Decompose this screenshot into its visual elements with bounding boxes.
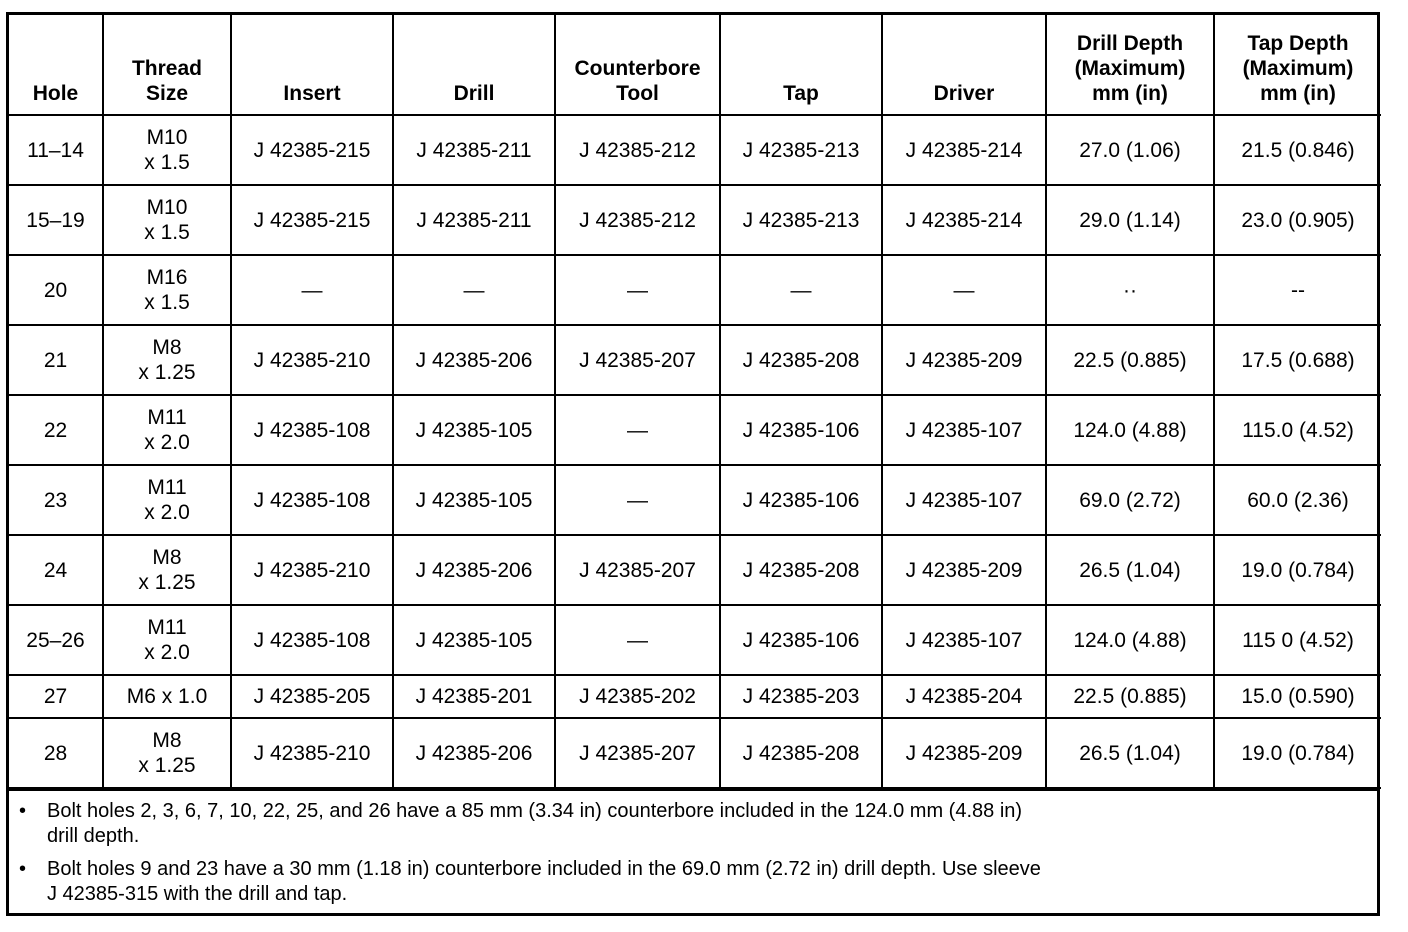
cell-insert: J 42385-215 xyxy=(231,115,393,185)
cell-thread-size: M10 x 1.5 xyxy=(103,185,231,255)
cell-insert: J 42385-205 xyxy=(231,675,393,718)
header-tap-depth: Tap Depth (Maximum) mm (in) xyxy=(1214,15,1381,115)
cell-drill-depth: 27.0 (1.06) xyxy=(1046,115,1214,185)
cell-insert: J 42385-108 xyxy=(231,395,393,465)
cell-driver: J 42385-107 xyxy=(882,605,1046,675)
cell-tap-depth: 21.5 (0.846) xyxy=(1214,115,1381,185)
cell-driver: J 42385-107 xyxy=(882,465,1046,535)
header-counterbore-tool: Counterbore Tool xyxy=(555,15,720,115)
header-driver: Driver xyxy=(882,15,1046,115)
cell-insert: J 42385-108 xyxy=(231,605,393,675)
table-row xyxy=(9,395,1381,465)
cell-drill-depth: 69.0 (2.72) xyxy=(1046,465,1214,535)
cell-drill: J 42385-206 xyxy=(393,535,555,605)
cell-drill: J 42385-105 xyxy=(393,605,555,675)
cell-hole: 11–14 xyxy=(9,115,103,185)
table-row xyxy=(9,605,1381,675)
cell-insert: J 42385-215 xyxy=(231,185,393,255)
cell-tap-depth: -- xyxy=(1214,255,1381,325)
cell-drill: — xyxy=(393,255,555,325)
cell-tap: J 42385-203 xyxy=(720,675,882,718)
cell-thread-size: M8 x 1.25 xyxy=(103,535,231,605)
cell-driver: J 42385-214 xyxy=(882,185,1046,255)
cell-drill-depth: 26.5 (1.04) xyxy=(1046,718,1214,788)
table-row xyxy=(9,535,1381,605)
cell-thread-size: M11 x 2.0 xyxy=(103,605,231,675)
cell-tap-depth: 115.0 (4.52) xyxy=(1214,395,1381,465)
cell-driver: J 42385-204 xyxy=(882,675,1046,718)
cell-hole: 21 xyxy=(9,325,103,395)
cell-tap: J 42385-208 xyxy=(720,718,882,788)
cell-driver: J 42385-107 xyxy=(882,395,1046,465)
cell-hole: 28 xyxy=(9,718,103,788)
cell-tap: J 42385-213 xyxy=(720,115,882,185)
cell-driver: — xyxy=(882,255,1046,325)
cell-tap: J 42385-106 xyxy=(720,465,882,535)
cell-hole: 24 xyxy=(9,535,103,605)
cell-tap: J 42385-106 xyxy=(720,395,882,465)
cell-thread-size: M11 x 2.0 xyxy=(103,465,231,535)
header-row xyxy=(9,15,1381,115)
cell-drill-depth: 124.0 (4.88) xyxy=(1046,395,1214,465)
tool-specification-table xyxy=(9,15,1381,789)
cell-drill: J 42385-211 xyxy=(393,185,555,255)
cell-drill: J 42385-201 xyxy=(393,675,555,718)
cell-drill-depth: 26.5 (1.04) xyxy=(1046,535,1214,605)
cell-drill-depth: 22.5 (0.885) xyxy=(1046,675,1214,718)
cell-tap: J 42385-208 xyxy=(720,325,882,395)
cell-driver: J 42385-209 xyxy=(882,535,1046,605)
note-item xyxy=(19,799,1377,849)
cell-tap-depth: 23.0 (0.905) xyxy=(1214,185,1381,255)
cell-insert: J 42385-108 xyxy=(231,465,393,535)
table-notes xyxy=(9,789,1377,913)
cell-driver: J 42385-209 xyxy=(882,325,1046,395)
cell-tap-depth: 60.0 (2.36) xyxy=(1214,465,1381,535)
note-line: drill depth. xyxy=(47,825,140,847)
cell-counterbore-tool: J 42385-207 xyxy=(555,535,720,605)
cell-counterbore-tool: J 42385-202 xyxy=(555,675,720,718)
cell-driver: J 42385-214 xyxy=(882,115,1046,185)
cell-drill: J 42385-105 xyxy=(393,465,555,535)
cell-counterbore-tool: — xyxy=(555,465,720,535)
table-row xyxy=(9,115,1381,185)
cell-hole: 20 xyxy=(9,255,103,325)
cell-counterbore-tool: — xyxy=(555,395,720,465)
cell-tap: — xyxy=(720,255,882,325)
cell-tap: J 42385-208 xyxy=(720,535,882,605)
specification-table-frame xyxy=(6,12,1380,916)
cell-thread-size: M8 x 1.25 xyxy=(103,718,231,788)
note-line: Bolt holes 2, 3, 6, 7, 10, 22, 25, and 26 have a 85 mm (3.34 in) counterbore included in the 124.0 mm (4.88 in) xyxy=(47,800,1023,822)
table-row xyxy=(9,325,1381,395)
cell-counterbore-tool: — xyxy=(555,605,720,675)
cell-counterbore-tool: J 42385-207 xyxy=(555,718,720,788)
cell-drill-depth: ·· xyxy=(1046,255,1214,325)
cell-thread-size: M11 x 2.0 xyxy=(103,395,231,465)
bullet-icon: • xyxy=(19,858,27,880)
cell-thread-size: M10 x 1.5 xyxy=(103,115,231,185)
cell-counterbore-tool: J 42385-207 xyxy=(555,325,720,395)
table-row xyxy=(9,718,1381,788)
note-line: J 42385-315 with the drill and tap. xyxy=(47,883,348,905)
cell-drill: J 42385-206 xyxy=(393,718,555,788)
table-row xyxy=(9,185,1381,255)
table-row xyxy=(9,255,1381,325)
cell-tap-depth: 19.0 (0.784) xyxy=(1214,535,1381,605)
cell-insert: J 42385-210 xyxy=(231,535,393,605)
cell-drill: J 42385-105 xyxy=(393,395,555,465)
cell-counterbore-tool: — xyxy=(555,255,720,325)
header-drill: Drill xyxy=(393,15,555,115)
table-row xyxy=(9,675,1381,718)
header-tap: Tap xyxy=(720,15,882,115)
bullet-icon: • xyxy=(19,800,27,822)
cell-drill-depth: 29.0 (1.14) xyxy=(1046,185,1214,255)
cell-hole: 22 xyxy=(9,395,103,465)
header-hole: Hole xyxy=(9,15,103,115)
note-item xyxy=(19,857,1377,907)
cell-counterbore-tool: J 42385-212 xyxy=(555,115,720,185)
cell-tap-depth: 115 0 (4.52) xyxy=(1214,605,1381,675)
table-row xyxy=(9,465,1381,535)
header-thread-size: Thread Size xyxy=(103,15,231,115)
cell-tap: J 42385-213 xyxy=(720,185,882,255)
cell-hole: 15–19 xyxy=(9,185,103,255)
cell-insert: — xyxy=(231,255,393,325)
cell-thread-size: M6 x 1.0 xyxy=(103,675,231,718)
cell-tap-depth: 19.0 (0.784) xyxy=(1214,718,1381,788)
cell-drill: J 42385-211 xyxy=(393,115,555,185)
cell-hole: 25–26 xyxy=(9,605,103,675)
cell-hole: 23 xyxy=(9,465,103,535)
cell-tap: J 42385-106 xyxy=(720,605,882,675)
cell-thread-size: M8 x 1.25 xyxy=(103,325,231,395)
cell-tap-depth: 15.0 (0.590) xyxy=(1214,675,1381,718)
cell-tap-depth: 17.5 (0.688) xyxy=(1214,325,1381,395)
cell-thread-size: M16 x 1.5 xyxy=(103,255,231,325)
cell-counterbore-tool: J 42385-212 xyxy=(555,185,720,255)
cell-insert: J 42385-210 xyxy=(231,718,393,788)
note-line: Bolt holes 9 and 23 have a 30 mm (1.18 in) counterbore included in the 69.0 mm (2.72 in) drill depth. Use sleeve xyxy=(47,858,1041,880)
cell-drill-depth: 22.5 (0.885) xyxy=(1046,325,1214,395)
cell-driver: J 42385-209 xyxy=(882,718,1046,788)
cell-hole: 27 xyxy=(9,675,103,718)
header-insert: Insert xyxy=(231,15,393,115)
cell-drill-depth: 124.0 (4.88) xyxy=(1046,605,1214,675)
cell-drill: J 42385-206 xyxy=(393,325,555,395)
cell-insert: J 42385-210 xyxy=(231,325,393,395)
header-drill-depth: Drill Depth (Maximum) mm (in) xyxy=(1046,15,1214,115)
